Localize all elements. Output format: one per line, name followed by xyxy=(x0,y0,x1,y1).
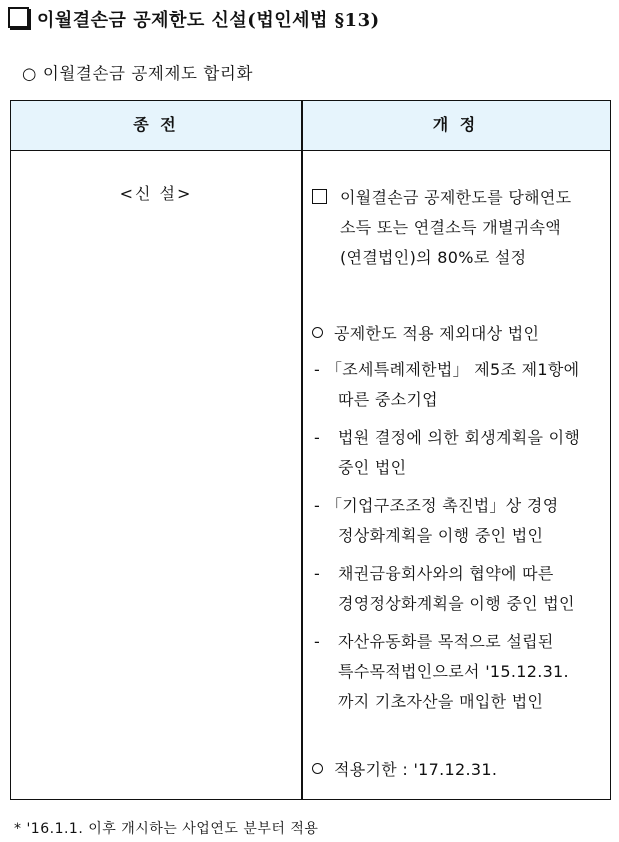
exclusion-heading xyxy=(312,319,539,349)
circle-bullet-icon xyxy=(312,319,323,349)
after-cell xyxy=(302,151,610,799)
page-title xyxy=(8,6,380,32)
exclusion-item xyxy=(314,491,558,551)
exclusion-item xyxy=(314,423,580,483)
checkbox-square-icon xyxy=(8,7,29,28)
dash-bullet: - xyxy=(314,564,321,583)
before-note: <신 설> xyxy=(119,184,193,203)
header-after: 개 정 xyxy=(432,115,479,134)
exclusion-line: 따른 중소기업 xyxy=(338,390,438,409)
dash-bullet: - xyxy=(314,632,321,651)
exclusion-item xyxy=(314,559,575,619)
deadline-item xyxy=(312,755,497,785)
exclusion-heading-text: 공제한도 적용 제외대상 법인 xyxy=(334,324,540,343)
exclusion-line: 자산유동화를 목적으로 설립된 xyxy=(338,632,554,651)
before-cell xyxy=(11,151,301,799)
main-item-line: 소득 또는 연결소득 개별귀속액 xyxy=(340,218,561,237)
exclusion-line: 중인 법인 xyxy=(338,458,407,477)
main-item-line: 이월결손금 공제한도를 당해연도 xyxy=(340,188,572,207)
main-item-line: (연결법인)의 80%로 설정 xyxy=(340,248,527,267)
deadline-text: 적용기한 : '17.12.31. xyxy=(334,760,498,779)
square-bullet-icon xyxy=(312,183,327,213)
exclusion-line: 법원 결정에 의한 회생계획을 이행 xyxy=(338,428,581,447)
exclusion-line: 「기업구조조정 촉진법」상 경영 xyxy=(326,496,559,515)
exclusion-line: 정상화계획을 이행 중인 법인 xyxy=(338,526,544,545)
dash-bullet: - xyxy=(314,496,321,515)
dash-bullet: - xyxy=(314,360,321,379)
exclusion-line: 까지 기초자산을 매입한 법인 xyxy=(338,692,544,711)
main-item xyxy=(312,183,571,273)
subtitle: ○ 이월결손금 공제제도 합리화 xyxy=(22,64,253,83)
exclusion-line: 특수목적법인으로서 '15.12.31. xyxy=(338,662,569,681)
header-before: 종 전 xyxy=(133,115,179,134)
dash-bullet: - xyxy=(314,428,321,447)
title-text: 이월결손금 공제한도 신설(법인세법 §13) xyxy=(37,10,380,31)
exclusion-item xyxy=(314,627,569,717)
table-header xyxy=(11,101,610,151)
exclusion-line: 「조세특례제한법」 제5조 제1항에 xyxy=(326,360,580,379)
exclusion-line: 경영정상화계획을 이행 중인 법인 xyxy=(338,594,575,613)
exclusion-item xyxy=(314,355,579,415)
circle-bullet-icon xyxy=(312,755,323,785)
comparison-table xyxy=(10,100,611,800)
footnote: * '16.1.1. 이후 개시하는 사업연도 분부터 적용 xyxy=(14,821,319,837)
exclusion-line: 채권금융회사와의 협약에 따른 xyxy=(338,564,554,583)
